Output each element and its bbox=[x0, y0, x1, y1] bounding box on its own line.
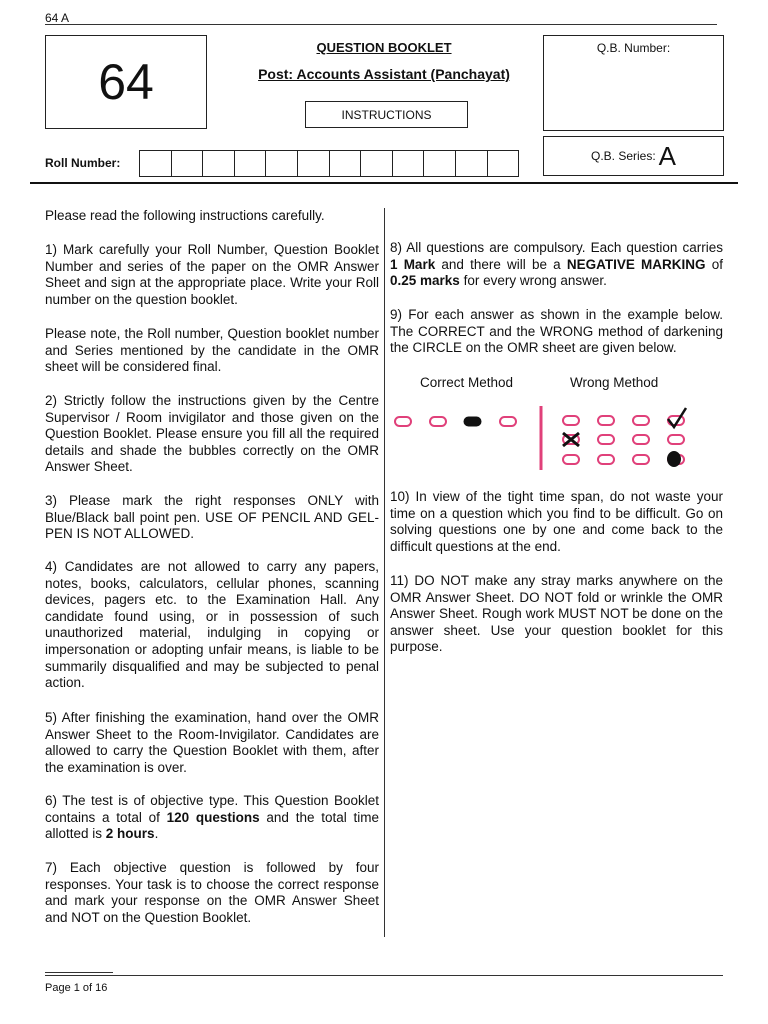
instruction-11: 11) DO NOT make any stray marks anywhere on the OMR Answer Sheet. DO NOT fold or wrinkle the OMR Answer Sheet. Rough work MUST NOT be done on the answer sheet. Use your question booklet for this purpose. bbox=[390, 573, 723, 655]
instruction-1: 1) Mark carefully your Roll Number, Question Booklet Number and series of the paper on the OMR Answer Sheet and sign at the appropriate place. Write your Roll number on the question booklet. bbox=[45, 242, 379, 307]
instruction-6-text-2: and the total time allotted is bbox=[45, 809, 379, 842]
omr-bubble bbox=[633, 435, 649, 444]
instruction-6-period: . bbox=[154, 826, 159, 842]
instruction-6-text: 6) The test is of objective type. This Question Booklet contains a total of bbox=[45, 793, 379, 825]
instruction-8-mark: 1 Mark bbox=[390, 256, 436, 272]
omr-bubble-filled bbox=[464, 417, 481, 426]
post-title: Post: Accounts Assistant (Panchayat) bbox=[258, 66, 510, 82]
instruction-6-hours: 2 hours bbox=[105, 826, 155, 842]
omr-bubble bbox=[598, 416, 614, 425]
booklet-title: QUESTION BOOKLET bbox=[316, 40, 452, 55]
header-code: 64 A bbox=[45, 11, 70, 25]
right-column bbox=[390, 0, 723, 1024]
intro-text: Please read the following instructions carefully. bbox=[45, 208, 325, 223]
instruction-8-penalty: 0.25 marks bbox=[390, 273, 460, 289]
wrong-method-label: Wrong Method bbox=[570, 375, 659, 390]
omr-bubble bbox=[563, 416, 579, 425]
instruction-8 bbox=[390, 240, 723, 290]
omr-bubble bbox=[668, 435, 684, 444]
instruction-8-text-2: and there will be a bbox=[435, 256, 567, 272]
roll-number-label: Roll Number: bbox=[45, 156, 121, 170]
instruction-8-text: 8) All questions are compulsory. Each question carries bbox=[390, 240, 723, 255]
left-column bbox=[45, 0, 379, 1024]
qb-series-label: Q.B. Series: bbox=[590, 149, 656, 163]
instruction-8-negative: NEGATIVE MARKING bbox=[566, 256, 706, 272]
instructions-label-box: INSTRUCTIONS bbox=[305, 101, 468, 128]
omr-bubble bbox=[563, 455, 579, 464]
omr-bubble bbox=[598, 435, 614, 444]
omr-bubble bbox=[633, 416, 649, 425]
qb-number-label: Q.B. Number: bbox=[596, 41, 671, 55]
instruction-8-text-4: for every wrong answer. bbox=[459, 273, 607, 289]
omr-overfilled-bubble bbox=[667, 451, 681, 467]
instruction-7: 7) Each objective question is followed by four responses. Your task is to choose the correct response and mark your response on the OMR Answer Sheet and NOT on the Question Booklet. bbox=[45, 860, 379, 925]
instruction-6-questions: 120 questions bbox=[166, 809, 260, 825]
omr-bubble bbox=[633, 455, 649, 464]
instruction-8-text-3: of bbox=[705, 256, 723, 272]
instruction-4: 4) Candidates are not allowed to carry any papers, notes, books, calculators, cellular phones, scanning devices, pagers etc. to the Examination Hall. Any candidate found using, or in possession of such unauthorized material, indulging in copying or impersonation or adopting unfair means, is liable to be summarily disqualified and may be subjected to penal action. bbox=[45, 559, 379, 691]
omr-example bbox=[390, 403, 690, 473]
instruction-5: 5) After finishing the examination, hand over the OMR Answer Sheet to the Room-Invigilator. Candidates are allowed to carry the Question Booklet with them, after the examination is over. bbox=[45, 710, 379, 775]
booklet-number-box: 64 bbox=[45, 35, 207, 129]
instruction-6 bbox=[45, 793, 379, 843]
instruction-9: 9) For each answer as shown in the example below. The CORRECT and the WRONG method of darkening the CIRCLE on the OMR sheet are given below. bbox=[390, 307, 723, 356]
page-number: Page 1 of 16 bbox=[45, 982, 108, 994]
footer-short-rule bbox=[45, 972, 113, 973]
instruction-3: 3) Please mark the right responses ONLY with Blue/Black ball point pen. USE OF PENCIL AND GEL-PEN IS NOT ALLOWED. bbox=[45, 493, 379, 542]
omr-bubble bbox=[500, 417, 516, 426]
correct-method-label: Correct Method bbox=[420, 375, 514, 390]
footer-rule bbox=[45, 975, 723, 976]
column-divider bbox=[384, 208, 385, 937]
omr-bubble bbox=[598, 455, 614, 464]
qb-series-value: A bbox=[658, 140, 677, 171]
instruction-10: 10) In view of the tight time span, do not waste your time on a question which you find to be difficult. Go on solving questions one by one and come back to the difficult questions at the end. bbox=[390, 489, 723, 554]
instruction-note: Please note, the Roll number, Question booklet number and Series mentioned by the candidate in the OMR sheet will be considered final. bbox=[45, 326, 379, 375]
omr-bubble bbox=[395, 417, 411, 426]
instruction-2: 2) Strictly follow the instructions given by the Centre Supervisor / Room invigilator and those given on the Question Booklet. Please ensure you fill all the required details and shade the bubbles correctly on the OMR Answer Sheet. bbox=[45, 393, 379, 475]
omr-bubble bbox=[430, 417, 446, 426]
